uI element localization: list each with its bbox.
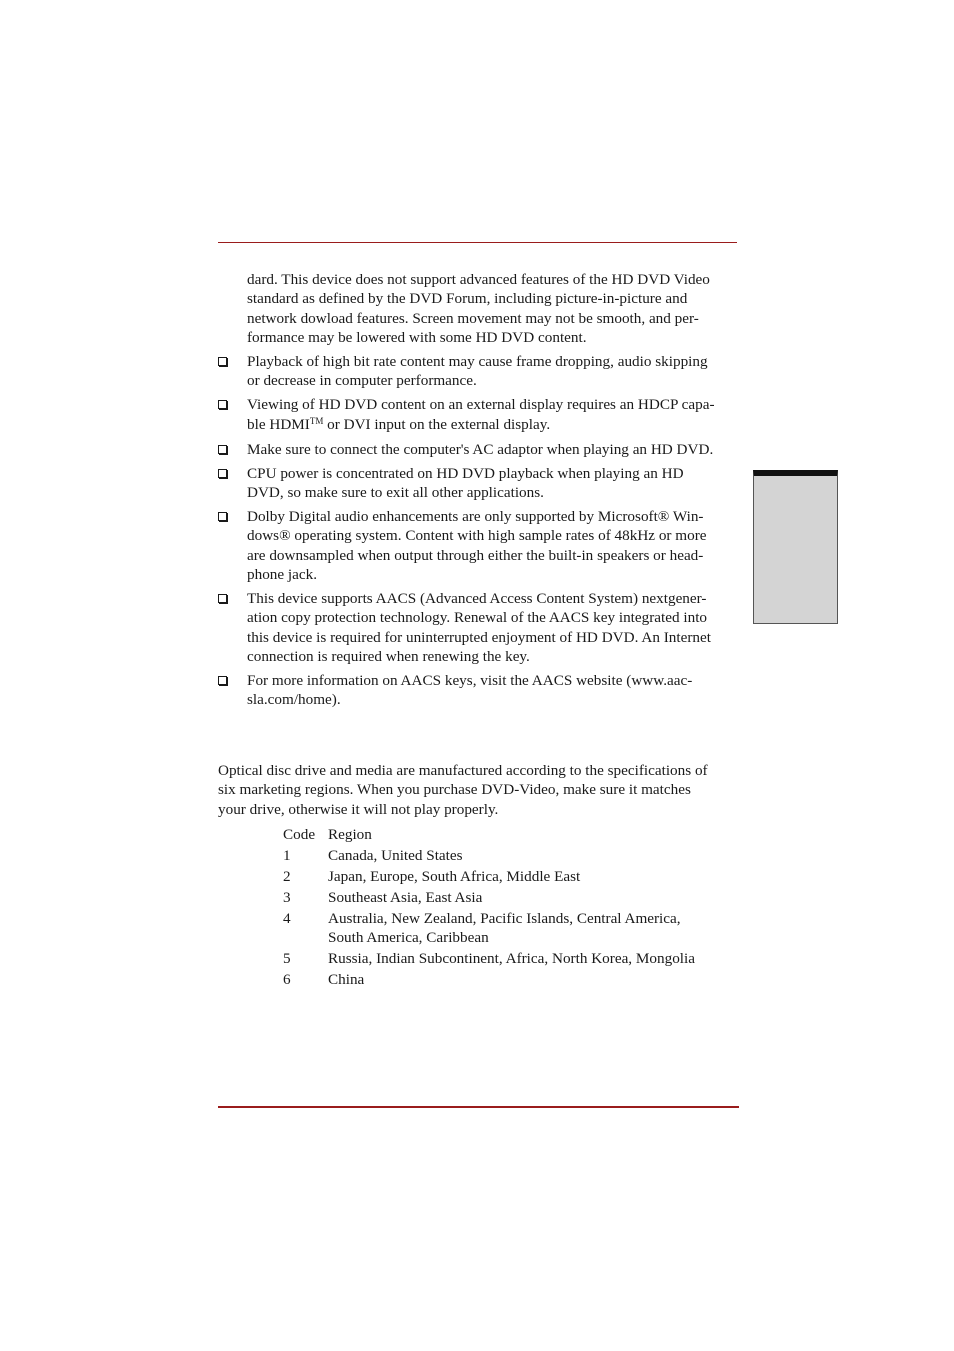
text-line: This device supports AACS (Advanced Access Content System) nextgener-	[247, 590, 707, 607]
text-line: connection is required when renewing the key.	[247, 648, 530, 666]
text-fragment: ble HDMI	[247, 416, 310, 434]
text-line: DVD, so make sure to exit all other applications.	[247, 484, 544, 502]
text-line: Playback of high bit rate content may cause frame dropping, audio skipping	[247, 353, 708, 370]
text-line: sla.com/home).	[247, 691, 341, 709]
text-line: dows® operating system. Content with high sample rates of 48kHz or more	[247, 527, 707, 545]
text-line	[247, 415, 739, 434]
checkbox-bullet-icon	[218, 676, 227, 685]
text-line: are downsampled when output through either the built-in speakers or head-	[247, 546, 704, 564]
text-line: dard. This device does not support advanced features of the HD DVD Video	[247, 271, 710, 288]
region-name: Japan, Europe, South Africa, Middle East	[328, 868, 581, 885]
region-name: China	[328, 971, 365, 988]
region-name: Canada, United States	[328, 847, 463, 864]
bullet-text	[247, 671, 739, 710]
checkbox-bullet-icon	[218, 400, 227, 409]
text-line: this device is required for uninterrupted enjoyment of HD DVD. An Internet	[247, 628, 711, 646]
checkbox-bullet-icon	[218, 445, 227, 454]
text-fragment: or DVI input on the external display.	[323, 416, 551, 434]
chapter-side-tab	[753, 470, 838, 624]
header-rule	[218, 242, 737, 243]
column-header-code: Code	[283, 826, 316, 843]
text-line: Viewing of HD DVD content on an external display requires an HDCP capa-	[247, 396, 715, 413]
region-code: 2	[283, 868, 291, 885]
region-code: 5	[283, 950, 291, 967]
text-line: formance may be lowered with some HD DVD content.	[247, 329, 587, 347]
text-line: or decrease in computer performance.	[247, 372, 477, 390]
continuation-paragraph	[247, 270, 739, 348]
footer-rule	[218, 1106, 739, 1108]
region-code: 4	[283, 910, 291, 927]
bullet-text	[247, 440, 739, 459]
text-line: Make sure to connect the computer's AC adaptor when playing an HD DVD.	[247, 441, 714, 458]
regions-intro-paragraph	[218, 761, 738, 819]
region-code: 6	[283, 971, 291, 988]
text-line: For more information on AACS keys, visit the AACS website (www.aac-	[247, 672, 693, 689]
checkbox-bullet-icon	[218, 512, 227, 521]
text-line: six marketing regions. When you purchase DVD-Video, make sure it matches	[218, 781, 691, 799]
text-line: network dowload features. Screen movement may not be smooth, and per-	[247, 309, 699, 327]
text-line: phone jack.	[247, 566, 318, 584]
checkbox-bullet-icon	[218, 594, 227, 603]
trademark-superscript: TM	[309, 416, 324, 427]
region-name: Russia, Indian Subcontinent, Africa, North Korea, Mongolia	[328, 950, 695, 967]
region-name: Southeast Asia, East Asia	[328, 889, 483, 906]
region-code: 1	[283, 847, 291, 864]
region-code: 3	[283, 889, 291, 906]
text-line: standard as defined by the DVD Forum, including picture-in-picture and	[247, 290, 688, 308]
region-name: Australia, New Zealand, Pacific Islands, Central America,	[328, 910, 681, 927]
checkbox-bullet-icon	[218, 469, 227, 478]
bullet-text	[247, 464, 739, 503]
bullet-text	[247, 395, 739, 435]
checkbox-bullet-icon	[218, 357, 227, 366]
bullet-text	[247, 352, 739, 391]
bullet-text	[247, 507, 739, 585]
bullet-text	[247, 589, 739, 667]
text-line: Optical disc drive and media are manufactured according to the specifications of	[218, 762, 708, 779]
text-line: Dolby Digital audio enhancements are only supported by Microsoft® Win-	[247, 508, 704, 525]
column-header-region: Region	[328, 826, 372, 843]
region-name: South America, Caribbean	[328, 929, 489, 946]
text-line: ation copy protection technology. Renewal of the AACS key integrated into	[247, 609, 708, 627]
text-line: CPU power is concentrated on HD DVD playback when playing an HD	[247, 465, 684, 482]
text-line: your drive, otherwise it will not play properly.	[218, 800, 499, 818]
